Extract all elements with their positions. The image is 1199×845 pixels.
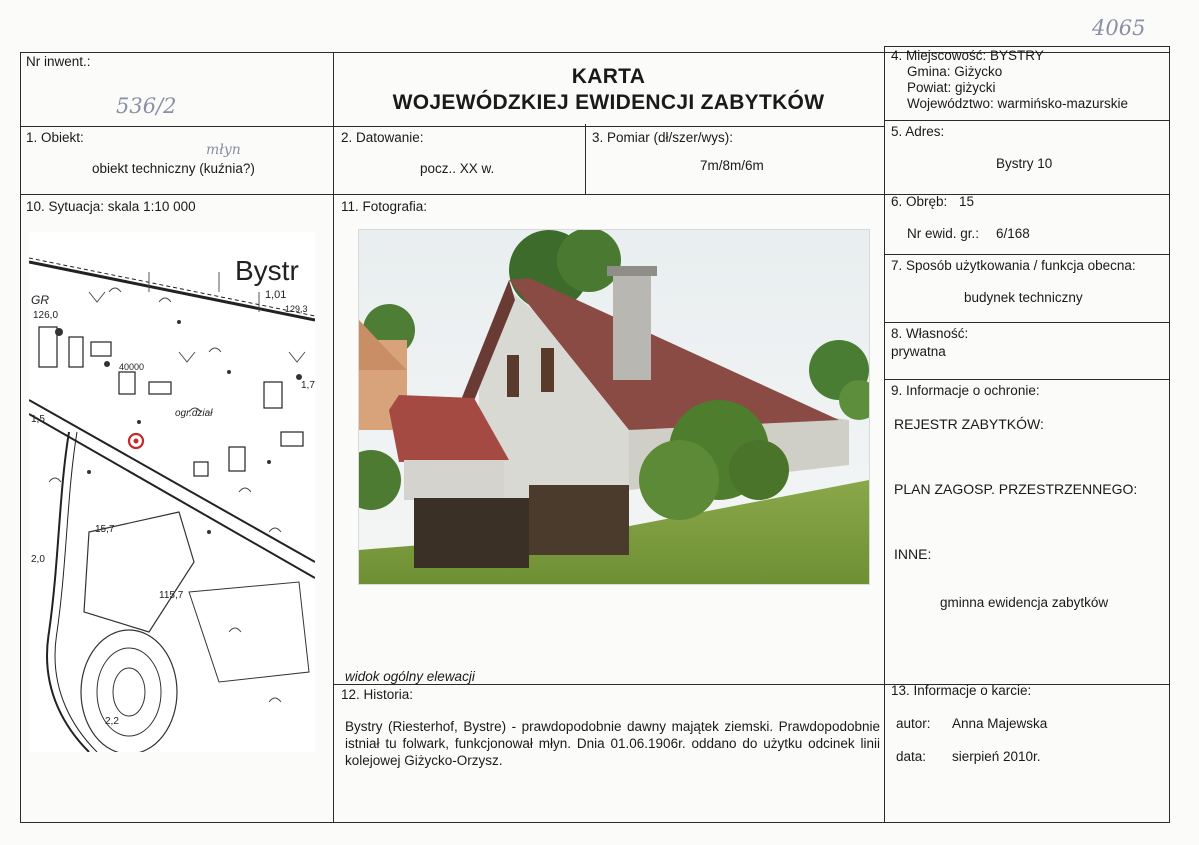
- divider-right-column: [884, 46, 885, 822]
- protection-other-value: gminna ewidencja zabytków: [940, 595, 1109, 610]
- measure-label: 3. Pomiar (dł/szer/wys):: [592, 130, 734, 145]
- parcel-label: Nr ewid. gr.:: [907, 226, 980, 241]
- frame-left: [20, 52, 21, 822]
- parcel-value: 6/168: [996, 226, 1030, 241]
- card-author-value: Anna Majewska: [952, 716, 1048, 731]
- object-value: obiekt techniczny (kuźnia?): [92, 161, 255, 176]
- measure-value: 7m/8m/6m: [700, 158, 764, 173]
- usage-label: 7. Sposób użytkowania / funkcja obecna:: [891, 258, 1136, 273]
- protection-label: 9. Informacje o ochronie:: [891, 383, 1040, 398]
- protection-registry: REJESTR ZABYTKÓW:: [894, 416, 1044, 432]
- divider-row1: [20, 126, 884, 127]
- map-label-n6: 15,7: [95, 524, 115, 535]
- divider-dating-measure: [585, 124, 586, 194]
- map-label-n4: 40000: [119, 362, 145, 372]
- divider-history: [333, 684, 1170, 685]
- card-title: [333, 64, 884, 116]
- map-label-n12: GR: [31, 293, 49, 307]
- divider-precinct: [884, 254, 1170, 255]
- precinct-label: 6. Obręb:: [891, 194, 948, 209]
- dating-value: pocz.. XX w.: [420, 161, 495, 176]
- address-value: Bystry 10: [996, 156, 1053, 171]
- divider-left-column: [333, 52, 334, 822]
- frame-right: [1169, 46, 1170, 822]
- frame-bottom: [20, 822, 1170, 823]
- situation-map: [29, 232, 315, 752]
- card-date-value: sierpień 2010r.: [952, 749, 1041, 764]
- map-label-n1: 1,01: [265, 289, 287, 301]
- photograph: [358, 229, 870, 585]
- scan-number: 4065: [1092, 16, 1146, 40]
- usage-value: budynek techniczny: [964, 290, 1083, 305]
- divider-row2: [20, 194, 1170, 195]
- location-line1: 4. Miejscowość: BYSTRY: [891, 48, 1044, 63]
- map-drawing: [29, 232, 315, 752]
- ownership-value: prywatna: [891, 344, 946, 359]
- protection-other: INNE:: [894, 546, 932, 562]
- inventory-value: 536/2: [116, 94, 177, 118]
- dating-label: 2. Datowanie:: [341, 130, 424, 145]
- card-date-label: data:: [896, 749, 927, 764]
- protection-plan: PLAN ZAGOSP. PRZESTRZENNEGO:: [894, 481, 1138, 497]
- record-card: [20, 46, 1170, 822]
- map-label-n3: 126,0: [33, 310, 59, 321]
- card-author-label: autor:: [896, 716, 931, 731]
- map-label-n5: ogr.dział: [175, 408, 213, 419]
- map-label-n11: 2,2: [105, 716, 119, 727]
- location-line2: Gmina: Giżycko: [907, 64, 1003, 79]
- map-label-n8: 2,0: [31, 554, 45, 565]
- history-label: 12. Historia:: [341, 687, 414, 702]
- map-town-label: Bystr: [235, 255, 299, 286]
- card-info-label: 13. Informacje o karcie:: [891, 683, 1032, 698]
- map-label-n2: 129,3: [285, 304, 308, 314]
- frame-top-right: [884, 46, 1170, 47]
- map-label-n10: 1,7: [301, 380, 315, 391]
- map-label-n7: 115,7: [159, 590, 184, 601]
- inventory-label: Nr inwent.:: [26, 54, 91, 69]
- map-label-n9: 1,5: [31, 414, 45, 425]
- object-handwritten: młyn: [206, 142, 241, 158]
- address-label: 5. Adres:: [891, 124, 945, 139]
- precinct-value: 15: [959, 194, 975, 209]
- divider-loc: [884, 120, 1170, 121]
- ownership-label: 8. Własność:: [891, 326, 969, 341]
- photo-caption: widok ogólny elewacji: [345, 669, 475, 684]
- history-text: Bystry (Riesterhof, Bystre) - prawdopodobnie dawny majątek ziemski. Prawdopodobnie istniał tu folwark, funkcjonował młyn. Dnia 01.06.1906r. oddano do użytku odcinek linii kolejowej Giżycko-Orzysz.: [345, 719, 880, 768]
- location-line3: Powiat: giżycki: [907, 80, 996, 95]
- photo-drawing: [359, 230, 869, 584]
- photo-label: 11. Fotografia:: [341, 199, 428, 214]
- divider-usage: [884, 322, 1170, 323]
- situation-label: 10. Sytuacja: skala 1:10 000: [26, 199, 196, 214]
- divider-ownership: [884, 379, 1170, 380]
- card-title-line1: KARTA: [571, 65, 646, 88]
- card-title-line2: WOJEWÓDZKIEJ EWIDENCJI ZABYTKÓW: [392, 91, 825, 114]
- object-label: 1. Obiekt:: [26, 130, 84, 145]
- location-line4: Województwo: warmińsko-mazurskie: [907, 96, 1129, 111]
